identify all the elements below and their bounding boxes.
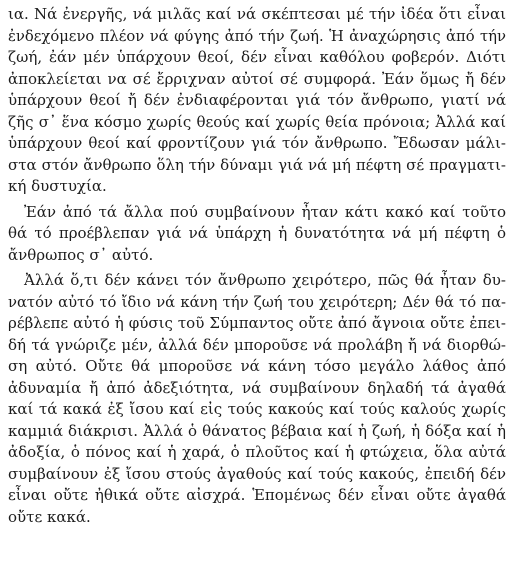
text-line: ὑπάρχουν θεοί ἤ δέν ἐνδιαφέρονται γιά τόν ἄνθρωπο, γιατί νά: [8, 91, 506, 109]
text-line: ἄνθρωπος σ᾽ αὐτό.: [8, 245, 154, 264]
paragraph-1: [8, 4, 506, 198]
text-line: ἐνδεχόμενο πλέον νά φύγης ἀπό τήν ζωή. Ἡ ἀναχώρησις ἀπό τήν: [8, 27, 506, 45]
text-line: ζωή, ἐάν μέν ὑπάρχουν θεοί, δέν εἶναι καθόλου φοβερόν. Διότι: [8, 48, 506, 66]
text-line: ζῆς σ᾽ ἕνα κόσμο χωρίς θεούς καί χωρίς θεία πρόνοια; Ἀλλά καί: [8, 112, 506, 131]
text-line: στα στόν ἄνθρωπο ὅλη τήν δύναμι γιά νά μή πέφτη σέ πραγματι-: [8, 155, 506, 174]
text-line: εἶναι οὔτε ἠθικά οὔτε αἰσχρά. Ἑπομένως δέν εἶναι οὔτε ἀγαθά: [8, 486, 506, 504]
text-line: ἀδοξία, ὁ πόνος καί ἡ χαρά, ὁ πλοῦτος καί ἡ φτώχεια, ὅλα αὐτά: [8, 443, 506, 461]
paragraph-3: [8, 270, 506, 528]
text-line: ση αὐτό. Οὔτε θά μποροῦσε νά κάνη τόσο μεγάλο λάθος ἀπό: [8, 357, 506, 375]
text-line: ια. Νά ἐνεργῆς, νά μιλᾶς καί νά σκέπτεσαι μέ τήν ἰδέα ὅτι εἶναι: [8, 5, 506, 23]
text-line: ὑπάρχουν θεοί καί φροντίζουν γιά τόν ἄνθρωπο. Ἔδωσαν μάλι-: [8, 134, 506, 152]
text-line: θά τό προέβλεπαν γιά νά ὑπάρχη ἡ δυνατότητα νά μή πέφτη ὁ: [8, 224, 506, 242]
text-line: ρέβλεπε αὐτό ἡ φύσις τοῦ Σύμπαντος οὔτε ἀπό ἄγνοια οὔτε ἐπει-: [8, 314, 506, 332]
text-line: Ἐάν ἀπό τά ἄλλα πού συμβαίνουν ἦταν κάτι κακό καί τοῦτο: [24, 202, 506, 221]
text-line: συμβαίνουν ἐξ ἴσου στούς ἀγαθούς καί τούς κακούς, ἐπειδή δέν: [8, 464, 506, 483]
paragraph-2: [8, 202, 506, 267]
text-line: καμμιά διάκρισι. Ἀλλά ὁ θάνατος βέβαια καί ἡ ζωή, ἡ δόξα καί ἡ: [8, 421, 506, 440]
text-line: κή δυστυχία.: [8, 177, 107, 195]
text-line: καί τά κακά ἐξ ἴσου καί εἰς τούς κακούς καί τούς καλούς χωρίς: [8, 400, 506, 418]
text-line: Ἀλλά ὅ,τι δέν κάνει τόν ἄνθρωπο χειρότερο, πῶς θά ἦταν δυ-: [24, 271, 506, 289]
text-line: ἀποκλείεται να σέ ἔρριχναν αὐτοί σέ συμφορά. Ἐάν ὅμως ἤ δέν: [8, 69, 506, 88]
text-line: δή τά γνώριζε μέν, ἀλλά δέν μποροῦσε νά προλάβη ἤ νά διορθώ-: [8, 335, 506, 354]
text-line: νατόν αὐτό τό ἴδιο νά κάνη τήν ζωή του χειρότερη; Δέν θά τό πα-: [8, 293, 506, 311]
text-line: ἀδυναμία ἤ ἀπό ἀδεξιότητα, νά συμβαίνουν δηλαδή τά ἀγαθά: [8, 378, 506, 397]
text-line: οὔτε κακά.: [8, 507, 91, 526]
